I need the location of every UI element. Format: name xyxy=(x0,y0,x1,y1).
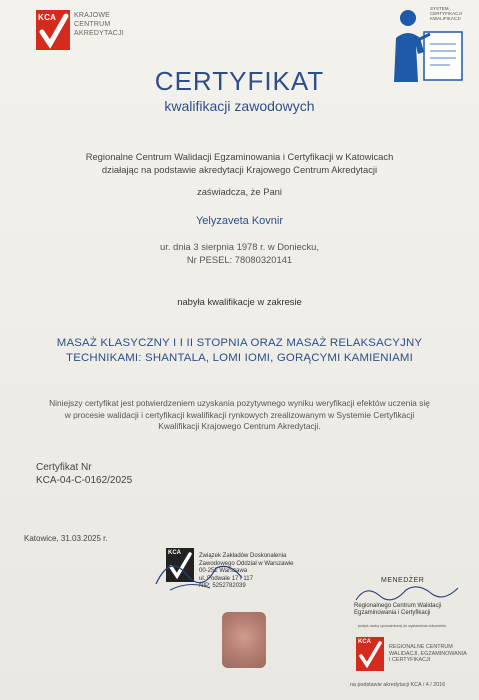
manager-stamp: Regionalnego Centrum Walidacji Egzaminowania i Certyfikacji xyxy=(354,603,442,616)
accreditation-number: na podstawie akredytacji KCA / 4 / 2016 xyxy=(350,682,446,688)
certificate-title: CERTYFIKAT xyxy=(154,66,325,96)
illustration-caption: SYSTEM CERTYFIKACJI KWALIFIKACJI xyxy=(430,6,462,21)
checkmark-icon xyxy=(356,637,384,671)
certificate-description: Niniejszy certyfikat jest potwierdzeniem uzyskania pozytywnego wyniku weryfikacji efektów uczenia się w procesie walidacji i certyfikacji kwalifikacji rynkowych zrealizowanym w Systemie Certyfikacji Kwalifikacji Krajowego Centrum Akredytacji. xyxy=(49,398,430,431)
kca-logo-mark xyxy=(36,10,70,50)
pesel-number: Nr PESEL: 78080320141 xyxy=(186,254,293,265)
certificate-subtitle: kwalifikacji zawodowych xyxy=(164,98,315,114)
union-stamp-text: Związek Zakładów Doskonalenia Zawodowego Oddział w Warszawie 00-252 Warszawa ul. Podwale 17 / 117 NIP: 5252782039 xyxy=(199,553,294,590)
regional-center-name: REGIONALNE CENTRUM WALIDACJI, EGZAMINOWANIA I CERTYFIKACJI xyxy=(389,644,467,664)
certificate-number-label: Certyfikat Nr xyxy=(36,462,92,473)
kca-logo-caption: KRAJOWE CENTRUM AKREDYTACJI xyxy=(74,12,124,37)
attestation-text: zaświadcza, że Pani xyxy=(197,186,282,197)
signature-note: podpis osoby upoważnionej do wystawienia dokumentu xyxy=(358,624,447,628)
union-logo-text: KCA xyxy=(168,550,181,556)
certificate-number: KCA-04-C-0162/2025 xyxy=(36,475,133,486)
holder-name: Yelyzaveta Kovnir xyxy=(195,215,284,227)
birth-info: ur. dnia 3 sierpnia 1978 r. w Doniecku, xyxy=(160,241,319,252)
qualification-name: MASAŻ KLASYCZNY I I II STOPNIA ORAZ MASAŻ RELAKSACYJNY TECHNIKAMI: SHANTALA, LOMI IOMI, GORĄCYMI KAMIENIAMI xyxy=(56,337,423,364)
checkmark-icon xyxy=(36,10,70,50)
issuer-statement: Regionalne Centrum Walidacji Egzaminowania i Certyfikacji w Katowicach działając na podstawie akredytacji Krajowego Centrum Akredytacji xyxy=(85,151,394,175)
holder-details xyxy=(0,240,479,266)
acquired-text: nabyła kwalifikacje w zakresie xyxy=(177,296,302,307)
manager-label: MENEDŻER xyxy=(381,577,425,584)
signature-scribble xyxy=(150,544,250,600)
place-and-date: Katowice, 31.03.2025 r. xyxy=(24,534,108,543)
regional-logo-text: KCA xyxy=(358,639,371,645)
embossed-seal xyxy=(222,612,266,668)
kca-logo-text: KCA xyxy=(38,13,57,22)
kca-logo xyxy=(36,10,136,54)
regional-center-logo xyxy=(356,637,384,671)
